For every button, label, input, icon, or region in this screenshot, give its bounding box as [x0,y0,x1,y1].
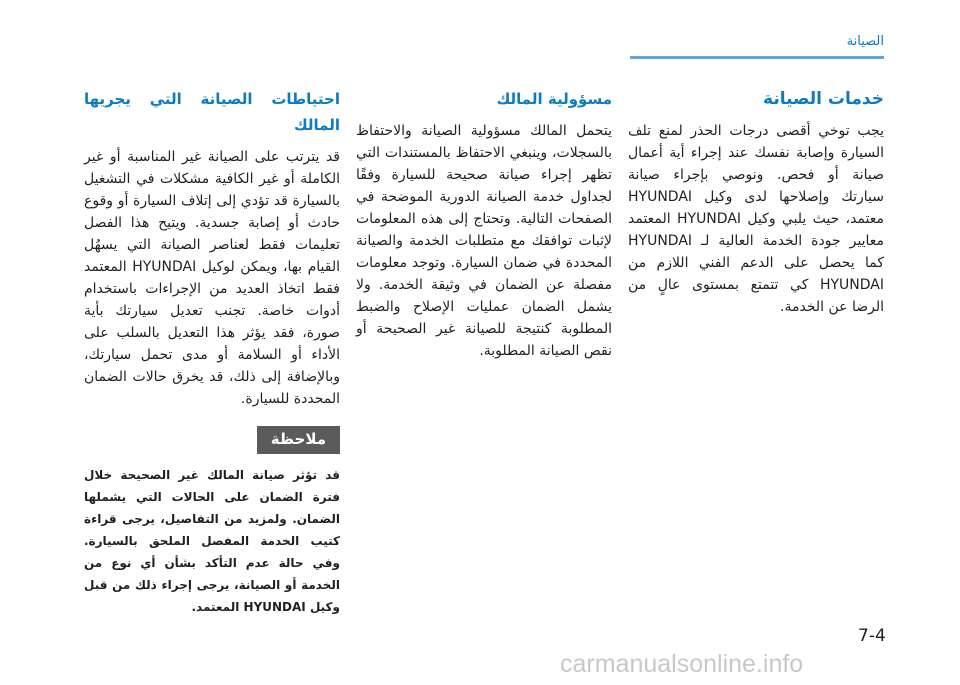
owner-precautions-heading: احتياطات الصيانة التي يجريها المالك [84,90,340,134]
owner-precautions-text: قد يترتب على الصيانة غير المناسبة أو غير الكاملة أو غير الكافية مشكلات في التشغيل بالسيارة قد تؤدي إلى إتلاف السيارة أو وقوع حادث أو إصابة جسدية. ويتيح هذا الفصل تعليمات فقط لعناصر الصيانة التي يسهُل القيام بها، ويمكن لوكيل HYUNDAI المعتمد فقط اتخاذ العديد من الإجراءات باستخدام أدوات خاصة. تجنب تعديل سيارتك بأية صورة، فقد يؤثر هذا التعديل بالسلب على الأداء أو السلامة أو مدى تحمل سيارتك، وبالإضافة إلى ذلك، قد يخرق حالات الضمان المحددة للسيارة. [84,149,340,407]
owner-precautions-column [84,86,340,618]
maintenance-services-column [628,86,884,318]
owner-responsibility-heading: مسؤولية المالك [496,90,612,108]
owner-responsibility-column [356,86,612,362]
owner-responsibility-text: يتحمل المالك مسؤولية الصيانة والاحتفاظ بالسجلات، وينبغي الاحتفاظ بالمستندات التي تظهر إجراء صيانة صحيحة للسيارة وفقًا لجداول خدمة الصيانة الدورية الموضحة في الصفحات التالية. وتحتاج إلى هذه المعلومات لإثبات توافقك مع متطلبات الخدمة والصيانة المحددة في ضمان السيارة. وتوجد معلومات مفصلة عن الضمان في وثيقة الخدمة. ولا يشمل الضمان عمليات الإصلاح والضبط المطلوبة كنتيجة للصيانة غير الصحيحة أو نقص الصيانة المطلوبة. [356,123,612,359]
watermark: carmanualsonline.info [560,650,804,678]
maintenance-services-text: يجب توخي أقصى درجات الحذر لمنع تلف السيارة وإصابة نفسك عند إجراء أية أعمال صيانة أو فحص. ونوصي بإجراء صيانة سيارتك وإصلاحها لدى وكيل HYUNDAI معتمد، حيث يلبي وكيل HYUNDAI المعتمد معايير جودة الخدمة العالية لـ HYUNDAI كما يحصل على الدعم الفني اللازم من HYUNDAI كي تتمتع بمستوى عالٍ من الرضا عن الخدمة. [628,123,884,315]
section-header-label: الصيانة [846,34,884,49]
caution-text: قد تؤثر صيانة المالك غير الصحيحة خلال فترة الضمان على الحالات التي يشملها الضمان. ولمزيد من التفاصيل، يرجى قراءة كتيب الخدمة المفصل الملحق بالسيارة. وفي حالة عدم التأكد بشأن أي نوع من الخدمة أو الصيانة، يرجى إجراء ذلك من قبل وكيل HYUNDAI المعتمد. [84,468,340,614]
page-number: 7-4 [858,626,886,646]
header-divider [630,56,884,59]
maintenance-services-heading: خدمات الصيانة [763,89,884,109]
caution-badge: ملاحظة [257,426,340,454]
